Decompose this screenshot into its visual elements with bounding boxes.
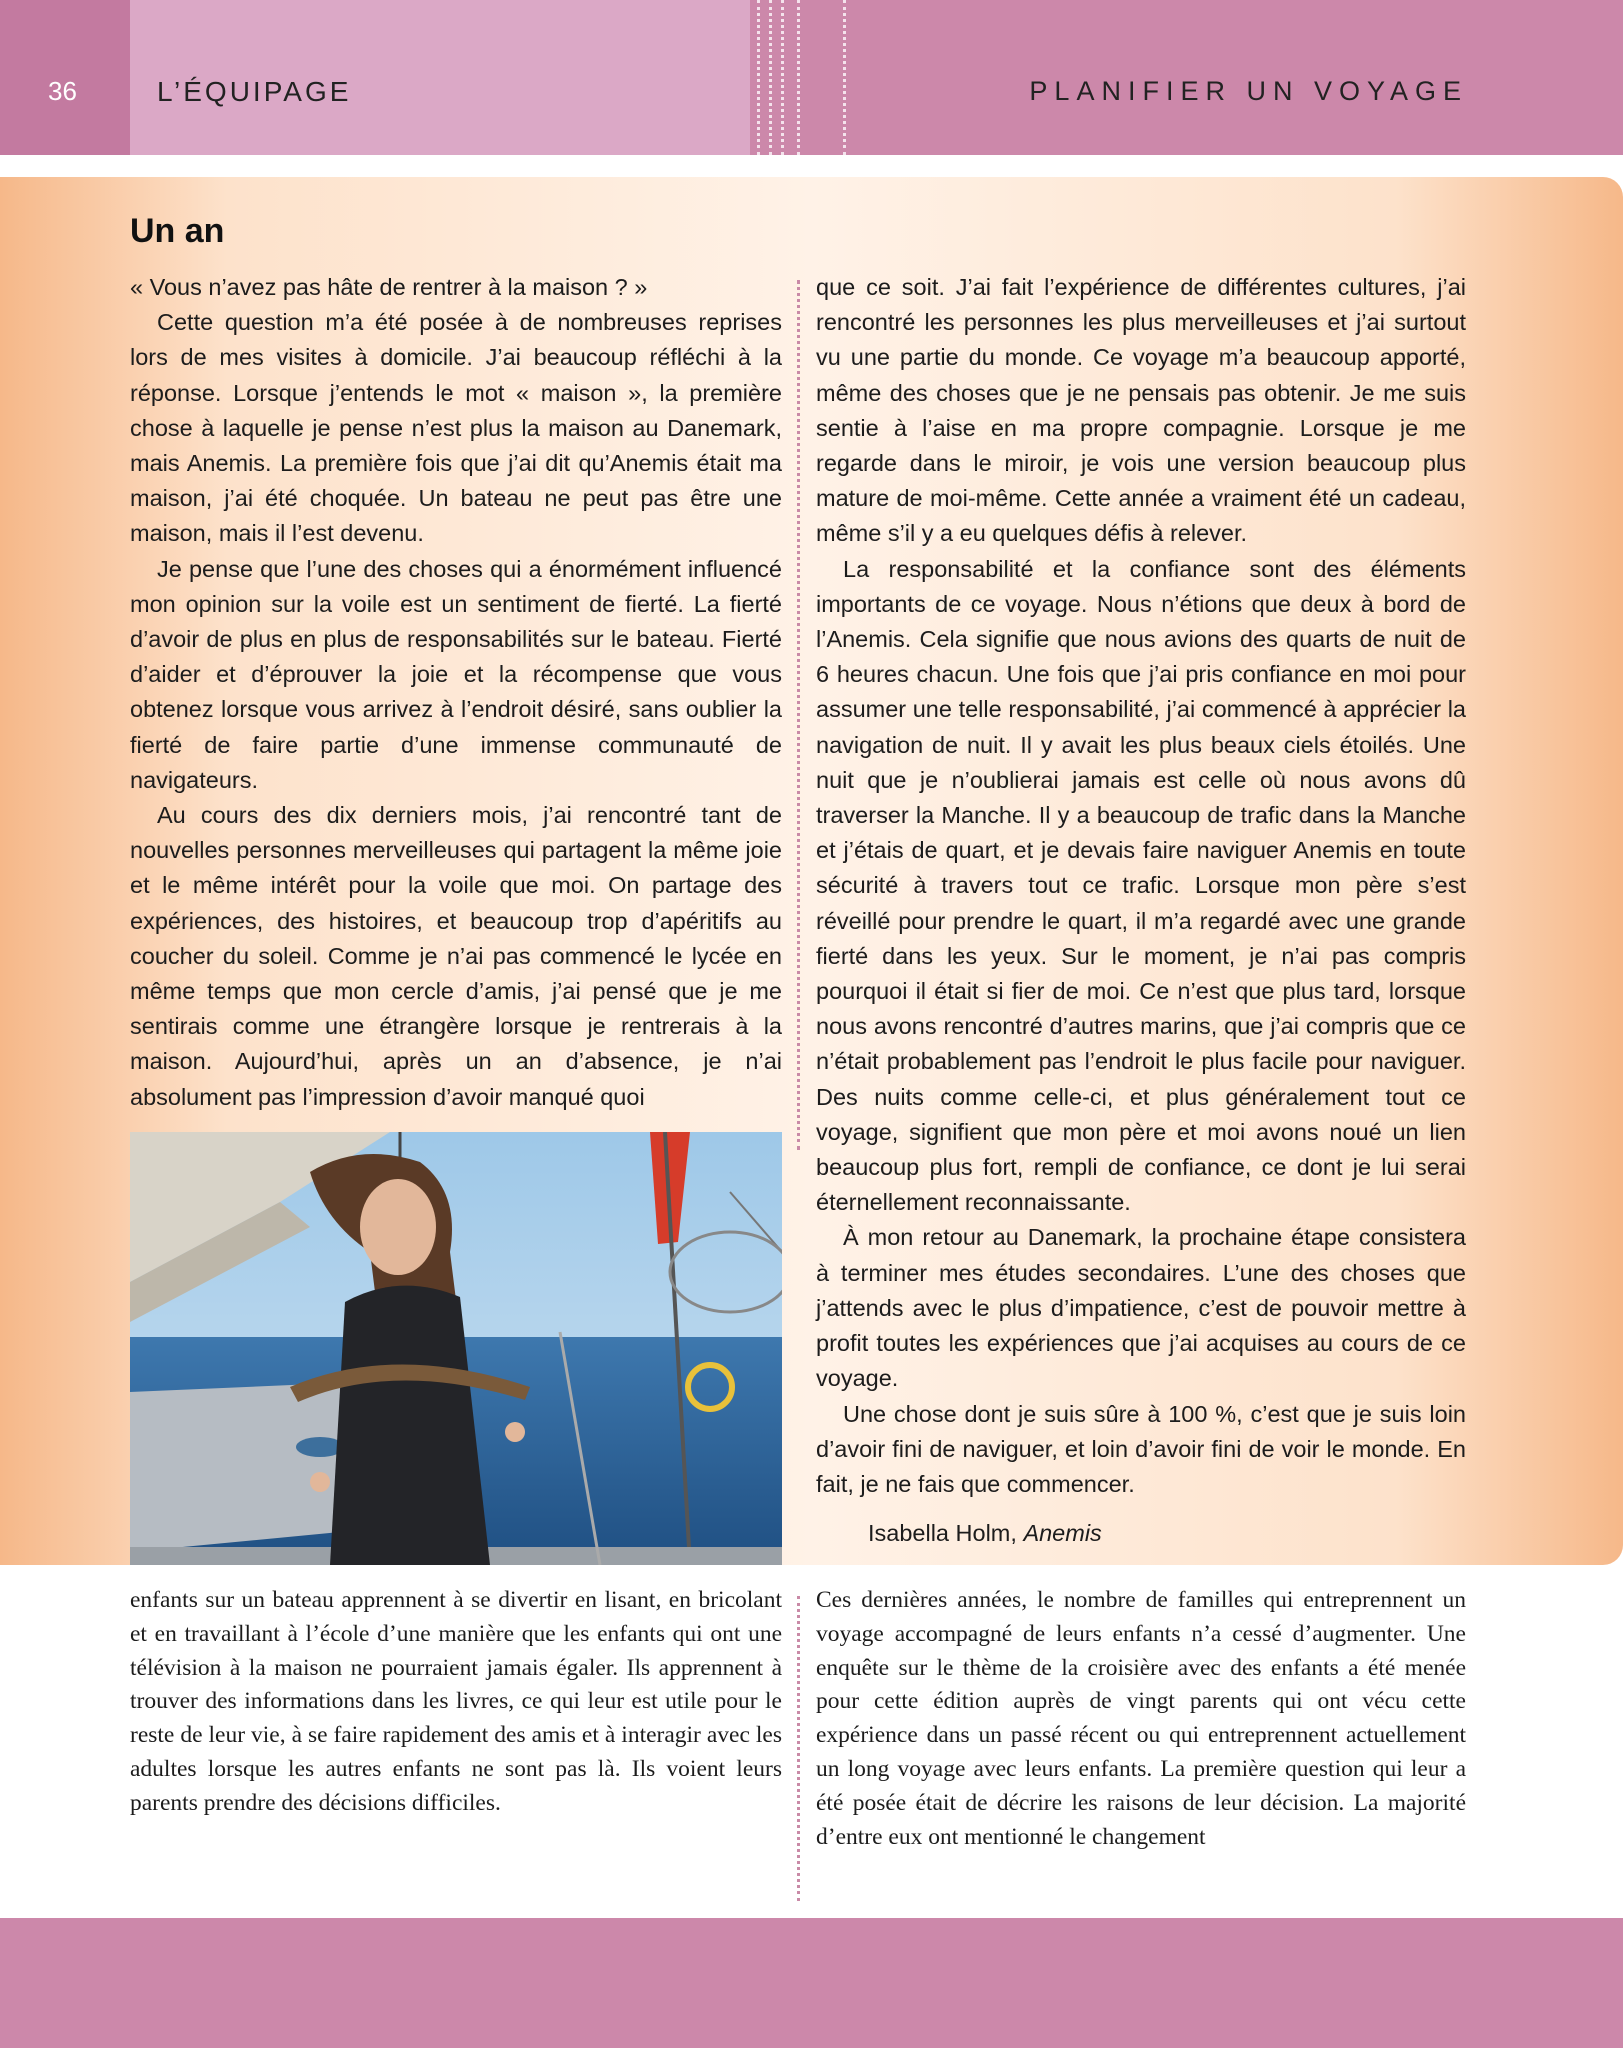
column-divider bbox=[797, 280, 800, 1150]
box-column-left bbox=[130, 270, 782, 1115]
column-divider bbox=[797, 1596, 800, 1901]
paragraph: Cette question m’a été posée à de nombreuses reprises lors de mes visites à domicile. J’ai beaucoup réfléchi à la réponse. Lorsque j’entends le mot « maison », la première chose à laquelle je pense n’est plus la maison au Danemark, mais Anemis. La première fois que j’ai dit qu’Anemis était ma maison, j’ai été choquée. Un bateau ne peut pas être une maison, mais il l’est devenu. bbox=[130, 309, 782, 547]
header-dotted-line bbox=[757, 0, 760, 155]
sailing-photo bbox=[130, 1132, 782, 1565]
paragraph: Au cours des dix derniers mois, j’ai rencontré tant de nouvelles personnes merveilleuses qui partagent la même joie et le même intérêt pour la voile que moi. On partage des expériences, des histoires, et beaucoup trop d’apéritifs au coucher du soleil. Comme je n’ai pas commencé le lycée en même temps que mon cercle d’amis, j’ai pensé que je me sentirais comme une étrangère lorsque je rentrerais à la maison. Aujourd’hui, après un an d’absence, je n’ai absolument pas l’impression d’avoir manqué quoi bbox=[130, 802, 782, 1110]
header-dotted-line bbox=[769, 0, 772, 155]
paragraph: que ce soit. J’ai fait l’expérience de différentes cultures, j’ai rencontré les personnes les plus merveilleuses et j’ai surtout vu une partie du monde. Ce voyage m’a beaucoup apporté, même des choses que je ne pensais pas obtenir. Je me suis sentie à l’aise en ma propre compagnie. Lorsque je me regarde dans le miroir, je vois une version beaucoup plus mature de moi-même. Cette année a vraiment été un cadeau, même s’il y a eu quelques défis à relever. bbox=[816, 274, 1466, 547]
header-dotted-line bbox=[781, 0, 784, 155]
box-column-right bbox=[816, 270, 1466, 1502]
paragraph: À mon retour au Danemark, la prochaine étape consistera à terminer mes études secondaires. L’une des choses que j’attends avec le plus d’impatience, c’est de pouvoir mettre à profit toutes les expériences que j’ai acquises au cours de ce voyage. bbox=[816, 1224, 1466, 1392]
signature-name: Isabella Holm, bbox=[868, 1520, 1017, 1546]
header-dotted-line bbox=[843, 0, 846, 155]
section-title: L’ÉQUIPAGE bbox=[157, 76, 352, 107]
page-footer bbox=[0, 1918, 1623, 2048]
header-dotted-line bbox=[797, 0, 800, 155]
body-column-left: enfants sur un bateau apprennent à se divertir en lisant, en bricolant et en travaillant à l’école d’une manière que les enfants qui ont une télévision à la maison ne pourraient jamais égaler. Ils apprennent à trouver des informations dans les livres, ce qui leur est utile pour le reste de leur vie, à se faire rapidement des amis et à interagir avec les adultes lorsque les autres enfants ne sont pas là. Ils voient leurs parents prendre des décisions difficiles. bbox=[130, 1587, 782, 1816]
chapter-title: PLANIFIER UN VOYAGE bbox=[1029, 76, 1468, 106]
page-header bbox=[0, 0, 1623, 155]
body-column-right: Ces dernières années, le nombre de familles qui entreprennent un voyage accompagné de leurs enfants n’a cessé d’augmenter. Une enquête sur le thème de la croisière avec des enfants a été menée pour cette édition auprès de vingt parents qui ont vécu cette expérience dans un passé récent ou qui entreprennent actuellement un long voyage avec leurs enfants. La première question qui leur a été posée était de décrire les raisons de leur décision. La majorité d’entre eux ont mentionné le changement bbox=[816, 1587, 1466, 1850]
paragraph: Je pense que l’une des choses qui a énormément influencé mon opinion sur la voile est un sentiment de fierté. La fierté d’avoir de plus en plus de responsabilités sur le bateau. Fierté d’aider et d’éprouver la joie et la récompense que vous obtenez lorsque vous arrivez à l’endroit désiré, sans oublier la fierté de faire partie d’une immense communauté de navigateurs. bbox=[130, 555, 782, 793]
sailing-photo-illustration bbox=[130, 1132, 782, 1565]
box-title: Un an bbox=[130, 212, 225, 250]
paragraph: Une chose dont je suis sûre à 100 %, c’est que je suis loin d’avoir fini de naviguer, et loin d’avoir fini de voir le monde. En fait, je ne fais que commencer. bbox=[816, 1400, 1466, 1497]
paragraph: « Vous n’avez pas hâte de rentrer à la maison ? » bbox=[130, 274, 648, 300]
signature bbox=[868, 1520, 1102, 1547]
paragraph: La responsabilité et la confiance sont des éléments importants de ce voyage. Nous n’étions que deux à bord de l’Anemis. Cela signifie que nous avions des quarts de nuit de 6 heures chacun. Une fois que j’ai pris confiance en moi pour assumer une telle responsabilité, j’ai commencé à apprécier la navigation de nuit. Il y avait les plus beaux ciels étoilés. Une nuit que je n’oublierai jamais est celle où nous avons dû traverser la Manche. Il y a beaucoup de trafic dans la Manche et j’étais de quart, et je devais faire naviguer Anemis en toute sécurité à travers tout ce trafic. Lorsque mon père s’est réveillé pour prendre le quart, il m’a regardé avec une grande fierté dans les yeux. Sur le moment, je n’ai pas compris pourquoi il était si fier de moi. Ce n’est que plus tard, lorsque nous avons rencontré d’autres marins, que j’ai compris que ce n’était probablement pas l’endroit le plus facile pour naviguer. Des nuits comme celle-ci, et plus généralement tout ce voyage, signifient que mon père et moi avons noué un lien beaucoup plus fort, rempli de confiance, ce dont je lui serai éternellement reconnaissante. bbox=[816, 555, 1466, 1216]
page-number: 36 bbox=[48, 76, 77, 106]
signature-boat: Anemis bbox=[1023, 1520, 1102, 1546]
